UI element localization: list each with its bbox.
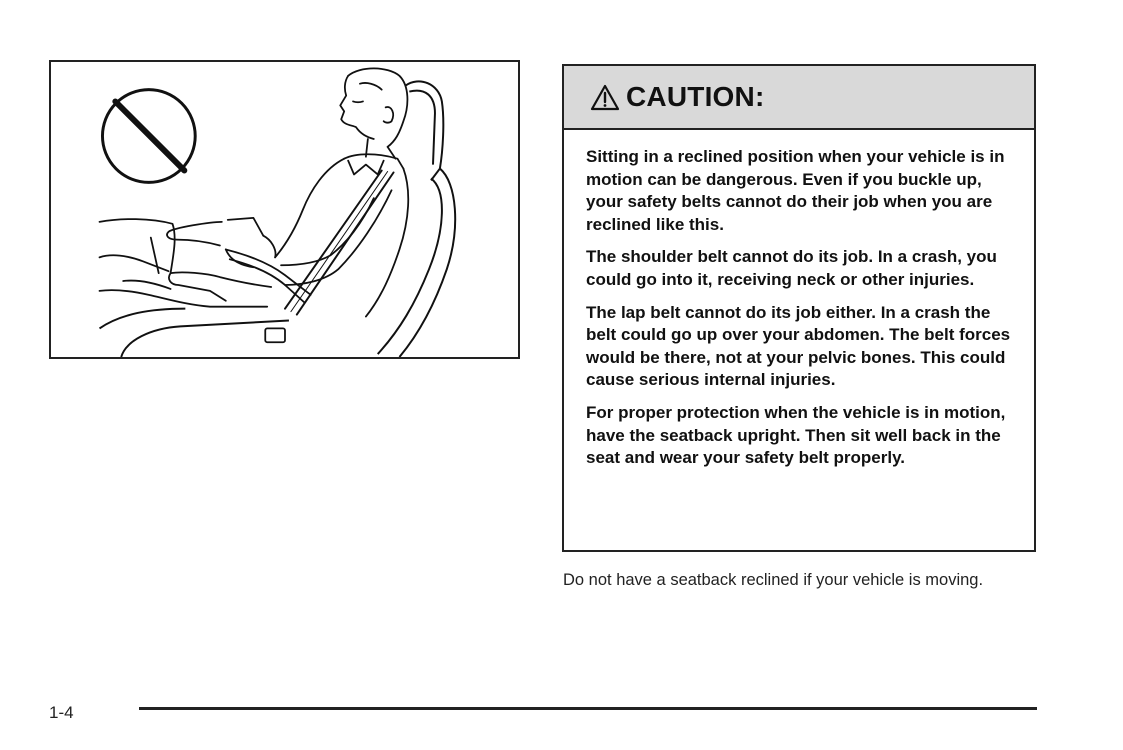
caution-header	[564, 66, 1034, 130]
illustration-drawing	[51, 62, 518, 357]
reclined-seat-illustration	[49, 60, 520, 359]
page-number: 1-4	[49, 703, 74, 722]
caution-box	[562, 64, 1036, 552]
caution-paragraph: The shoulder belt cannot do its job. In a crash, you could go into it, receiving neck or other injuries.	[586, 247, 997, 289]
seat-outline	[100, 81, 456, 357]
caution-paragraph: For proper protection when the vehicle is in motion, have the seatback upright. Then sit well back in the seat and wear your safety belt properly.	[586, 402, 1006, 468]
caution-paragraph: Sitting in a reclined position when your vehicle is in motion can be dangerous. Even if you buckle up, your safety belts cannot do their job when you are reclined like this.	[586, 147, 1005, 234]
passenger-figure	[100, 68, 409, 342]
prohibition-icon	[102, 90, 195, 183]
caution-body	[564, 130, 1034, 470]
caution-title: CAUTION:	[626, 81, 765, 112]
figure-note: Do not have a seatback reclined if your vehicle is moving.	[563, 571, 984, 589]
warning-triangle-icon	[590, 84, 620, 111]
caution-paragraph: The lap belt cannot do its job either. In a crash the belt could go up over your abdomen. The belt forces would be there, not at your pelvic bones. This could cause serious internal injuries.	[586, 302, 1011, 390]
footer-divider	[139, 707, 1037, 710]
